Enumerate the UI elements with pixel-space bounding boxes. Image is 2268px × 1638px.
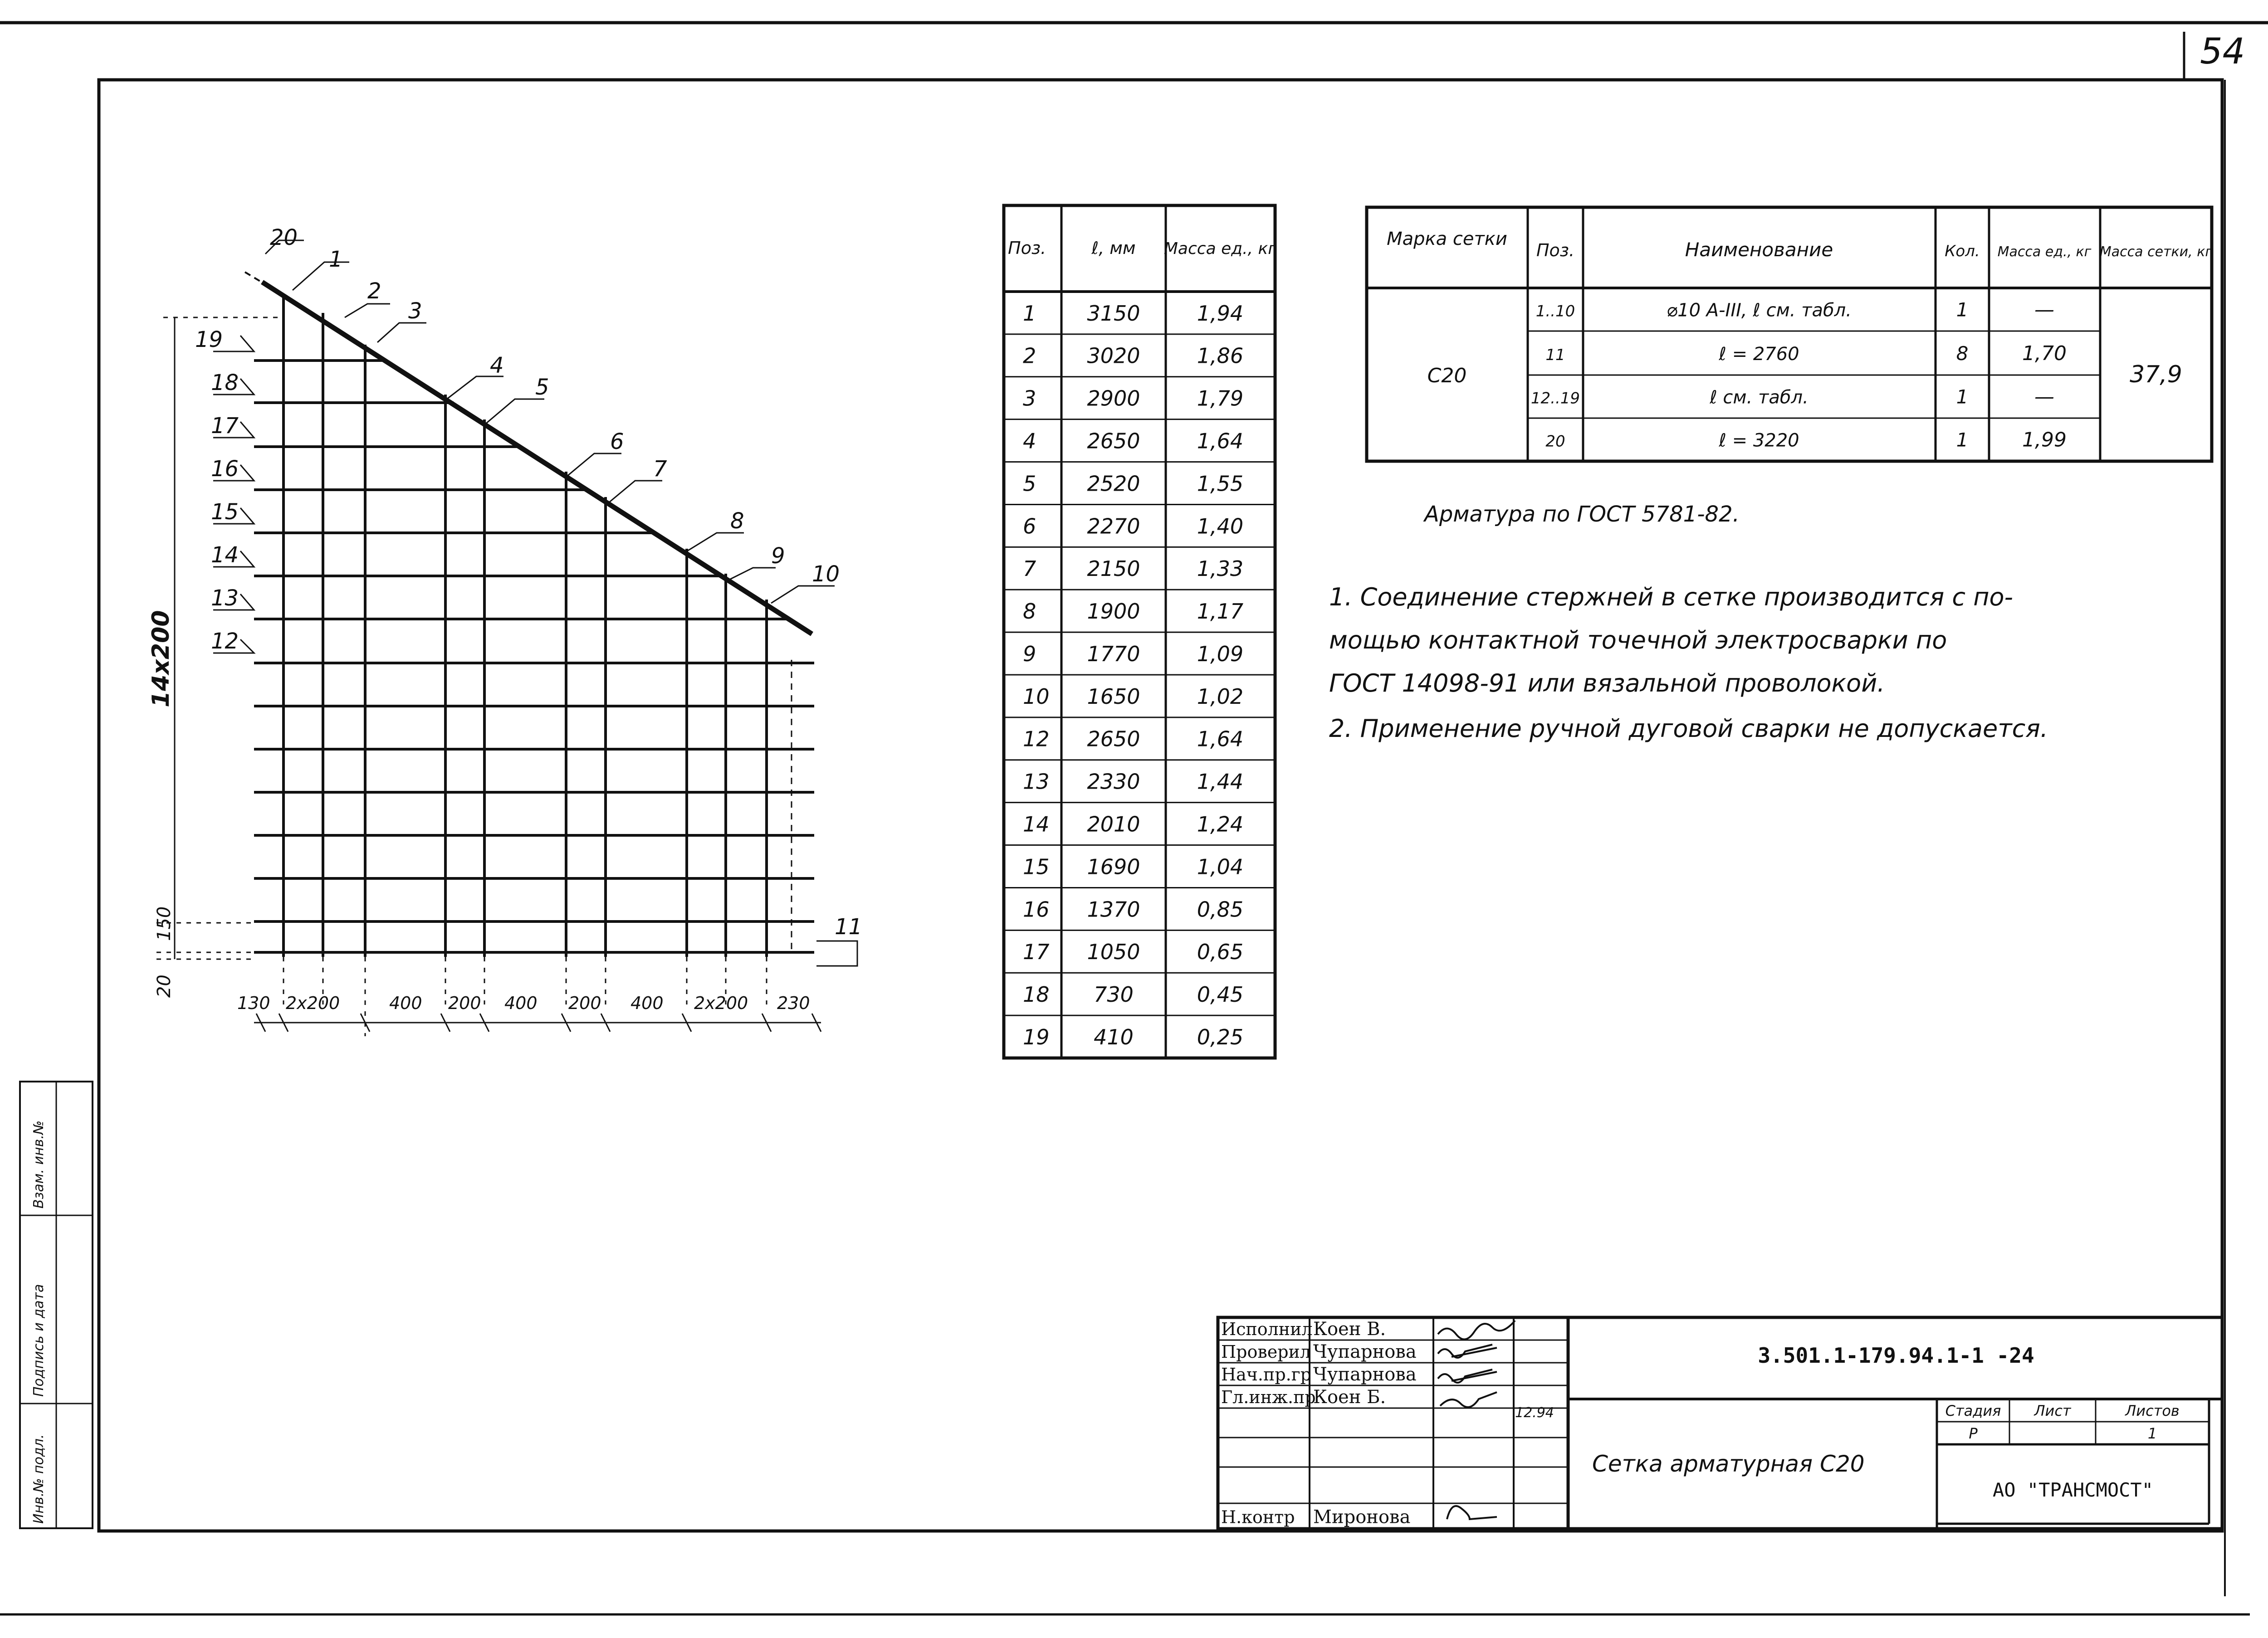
pos-table-cell-pos: 13 [1023,769,1050,794]
pos-label-1: 1 [329,247,343,272]
pos-label-8: 8 [730,508,744,534]
tb-sheet-label: Лист [2034,1402,2071,1419]
pos-table-cell-mass: 1,79 [1197,386,1244,411]
pos-table-header-length: ℓ, мм [1091,238,1136,258]
spec-cell-unit-mass: — [2034,385,2054,409]
pos-table-cell-length: 2010 [1087,812,1140,837]
main-frame [99,80,2222,1531]
pos-table-cell-mass: 1,55 [1197,471,1244,496]
tb-role: Н.контр [1221,1507,1295,1527]
pos-table-cell-length: 1650 [1087,684,1140,709]
pos-table-cell-mass: 1,17 [1197,599,1244,624]
pos-table-cell-length: 2650 [1087,726,1140,751]
tb-date: 12.94 [1515,1405,1554,1421]
dim-2x200-a: 2x200 [286,993,340,1013]
spec-header-pos: Поз. [1536,240,1575,260]
spec-cell-pos: 20 [1545,432,1565,451]
pos-table-cell-mass: 1,64 [1197,726,1244,751]
pos-table-cell-pos: 3 [1023,386,1036,411]
tb-name: Коен В. [1313,1319,1386,1340]
pos-table-cell-length: 410 [1094,1024,1134,1049]
pos-table-cell-length: 1370 [1087,897,1140,922]
pos-table-cell-length: 1690 [1087,854,1140,879]
note-line-2: мощью контактной точечной электросварки по [1329,626,1947,654]
tb-stage-label: Стадия [1945,1402,2001,1419]
pos-label-15: 15 [211,499,239,525]
spec-cell-pos: 11 [1545,346,1565,365]
spec-cell-name: ℓ см. табл. [1710,387,1809,408]
pos-table-cell-pos: 16 [1023,897,1050,922]
pos-table-cell-pos: 19 [1023,1024,1050,1049]
pos-table-cell-length: 2520 [1087,471,1140,496]
pos-label-7: 7 [653,456,667,482]
pos-label-11: 11 [835,914,863,940]
pos-table-cell-pos: 1 [1023,301,1036,326]
spec-header-name: Наименование [1685,239,1833,261]
pos-table-cell-mass: 1,24 [1197,812,1244,837]
pos-table-cell-pos: 18 [1023,982,1050,1007]
pos-table-cell-pos: 7 [1023,556,1036,581]
pos-label-3: 3 [408,298,422,324]
pos-table-cell-mass: 1,94 [1197,301,1244,326]
pos-table-cell-length: 730 [1094,982,1134,1007]
pos-label-13: 13 [211,585,239,611]
spec-cell-name: ⌀10 А-III, ℓ см. табл. [1667,300,1852,321]
note-armatura: Арматура по ГОСТ 5781-82. [1424,502,1740,527]
pos-table-cell-pos: 15 [1023,854,1050,879]
pos-table-cell-mass: 0,25 [1197,1024,1244,1049]
pos-table-cell-pos: 12 [1023,726,1050,751]
pos-table-cell-length: 2150 [1087,556,1140,581]
pos-table-cell-pos: 9 [1023,641,1036,666]
diagonal-bar [262,282,812,634]
position-labels [195,225,862,940]
tb-org: АО "ТРАНСМОСТ" [1992,1479,2154,1501]
pos-table-cell-mass: 1,86 [1197,343,1244,368]
tb-title: Сетка арматурная С20 [1592,1451,1865,1477]
title-block [1218,1317,2222,1529]
dim-150: 150 [154,906,175,941]
spec-cell-name: ℓ = 3220 [1719,430,1799,451]
dim-200-a: 200 [448,993,481,1013]
pos-table-cell-pos: 5 [1023,471,1036,496]
pos-table-cell-length: 3150 [1087,301,1140,326]
spec-cell-pos: 12..19 [1530,389,1580,408]
pos-table-cell-mass: 0,45 [1197,982,1244,1007]
pos-table-cell-length: 2270 [1087,514,1140,539]
pos-table-cell-length: 2330 [1087,769,1140,794]
strip-vzam-label: Взам. инв.№ [31,1120,47,1209]
pos-label-2: 2 [367,278,381,304]
notes [1329,502,2048,743]
pos-table-cell-pos: 6 [1023,514,1036,539]
note-line-4: 2. Применение ручной дуговой сварки не допускается. [1329,714,2048,743]
spec-mark-value: С20 [1427,364,1467,387]
tb-sheets-label: Листов [2125,1402,2180,1419]
pos-table-cell-mass: 0,65 [1197,940,1244,965]
pos-table-cell-pos: 10 [1023,684,1050,709]
spec-cell-pos: 1..10 [1535,302,1575,321]
spec-total-mass: 37,9 [2130,361,2182,388]
pos-table-cell-mass: 1,33 [1197,556,1244,581]
dim-20: 20 [154,975,175,998]
pos-table-cell-mass: 1,02 [1197,684,1244,709]
tb-code: 3.501.1-179.94.1-1 -24 [1758,1343,2034,1368]
spec-header-unit-mass: Масса ед., кг [1997,244,2092,260]
dim-130: 130 [237,993,270,1013]
spec-cell-qty: 1 [1956,298,1969,321]
dim-14x200: 14x200 [147,610,175,707]
note-line-3: ГОСТ 14098-91 или вязальной проволокой. [1329,669,1885,697]
signature-scribbles [1438,1321,1515,1519]
dim-400-b: 400 [504,993,538,1013]
tb-name: Чупарнова [1313,1364,1417,1385]
pos-table-cell-pos: 17 [1023,940,1050,965]
tb-role: Исполнил [1221,1319,1313,1339]
pos-label-14: 14 [211,542,239,568]
pos-table-cell-mass: 1,04 [1197,854,1244,879]
pos-table-cell-length: 1900 [1087,599,1140,624]
pos-table-cell-pos: 4 [1023,429,1036,453]
pos-label-5: 5 [535,375,549,400]
pos-label-4: 4 [490,353,504,378]
tb-role: Нач.пр.гр [1221,1365,1311,1384]
spec-table [1367,207,2212,461]
spec-cell-name: ℓ = 2760 [1719,344,1799,365]
pos-table-header-pos: Поз. [1008,238,1046,258]
pos-table-cell-mass: 0,85 [1197,897,1244,922]
tb-role: Гл.инж.пр [1221,1387,1316,1407]
spec-header-total-mass: Масса сетки, кг [2099,244,2213,260]
vertical-bars [284,296,767,957]
mesh-drawing [147,225,862,1036]
spec-header-mark: Марка сетки [1387,229,1507,249]
strip-inv-label: Инв.№ подл. [31,1434,47,1524]
dim-230: 230 [777,993,810,1013]
tb-stage-value: Р [1969,1425,1978,1442]
spec-cell-unit-mass: 1,99 [2022,428,2067,452]
pos-label-17: 17 [211,413,239,439]
tb-role: Проверил [1221,1342,1311,1362]
pos-table-header-mass: Масса ед., кг [1163,239,1277,258]
positions-table [1004,205,1277,1058]
left-stamp-strip [20,1082,93,1528]
dim-400-a: 400 [389,993,422,1013]
pos-table-cell-pos: 14 [1023,812,1050,837]
pos-table-cell-pos: 2 [1023,343,1036,368]
pos-table-cell-mass: 1,09 [1197,641,1244,666]
strip-sign-label: Подпись и дата [31,1284,47,1397]
pos-table-cell-length: 2900 [1087,386,1140,411]
spec-cell-qty: 1 [1956,385,1969,408]
note-line-1: 1. Соединение стержней в сетке производится с по- [1329,583,2014,611]
tb-sheets-value: 1 [2147,1425,2157,1442]
spec-cell-qty: 8 [1956,342,1969,365]
pos-table-cell-length: 1770 [1087,641,1140,666]
pos-label-12: 12 [211,629,239,654]
pos-table-cell-length: 2650 [1087,429,1140,453]
dim-400-c: 400 [631,993,664,1013]
pos-table-cell-pos: 8 [1023,599,1036,624]
pos-label-10: 10 [812,561,840,587]
pos-label-16: 16 [211,456,239,482]
spec-cell-qty: 1 [1956,429,1969,451]
pos-label-19: 19 [195,327,223,352]
pos-label-6: 6 [610,429,624,454]
pos-label-20: 20 [270,225,298,250]
dim-2x200-b: 2x200 [694,993,748,1013]
pos-label-9: 9 [771,543,785,569]
pos-table-cell-mass: 1,64 [1197,429,1244,453]
tb-name: Чупарнова [1313,1341,1417,1362]
pos-table-cell-mass: 1,40 [1197,514,1244,539]
horizontal-bars [254,361,814,952]
pos-table-cell-mass: 1,44 [1197,769,1244,794]
pos-table-cell-length: 3020 [1087,343,1140,368]
dim-200-b: 200 [568,993,601,1013]
tb-name: Коен Б. [1313,1387,1386,1408]
bottom-dimensions [237,993,810,1013]
spec-cell-unit-mass: 1,70 [2022,342,2067,366]
pos-table-cell-length: 1050 [1087,940,1140,965]
tb-name: Миронова [1313,1506,1411,1528]
spec-cell-unit-mass: — [2034,298,2054,322]
sheet-number: 54 [2200,31,2245,72]
spec-header-qty: Кол. [1945,242,1980,260]
pos-label-18: 18 [211,370,239,395]
